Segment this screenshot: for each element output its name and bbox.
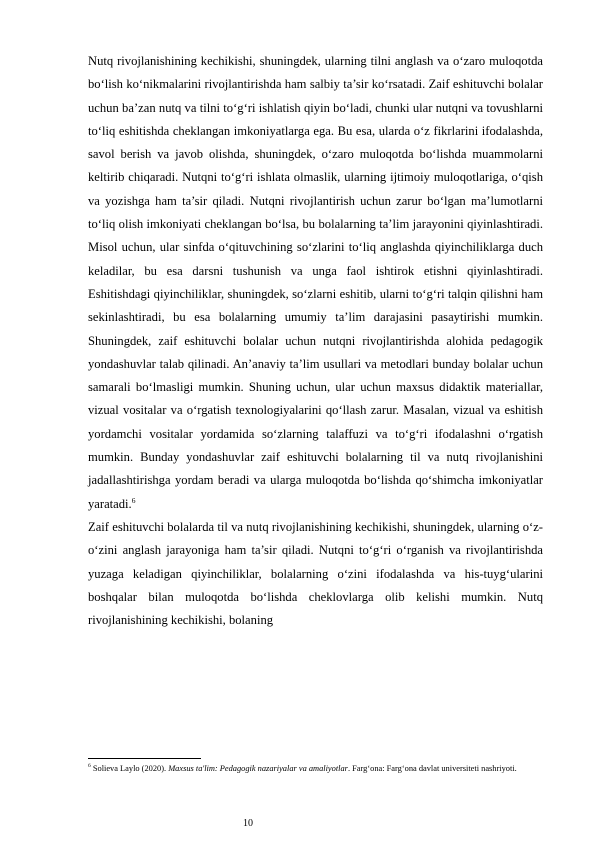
footnote: [88, 760, 543, 778]
paragraph-1-text: Nutq rivojlanishining kechikishi, shuningdek, ularning tilni anglash va o‘zaro muloqotda bo‘lish ko‘nikmalarini rivojlantirishda ham salbiy ta’sir ko‘rsatadi. Zaif eshituvchi bolalar uchun ba’zan nutq va tilni to‘g‘ri ishlatish qiyin bo‘ladi, chunki ular nutqni va tovushlarni to‘liq eshitishda cheklangan imkoniyatlarga ega. Bu esa, ularda o‘z fikrlarini ifodalashda, savol berish va javob olishda, shuningdek, o‘zaro muloqotda bo‘lishda muammolarni keltirib chiqaradi. Nutqni to‘g‘ri ishlata olmaslik, ularning ijtimoiy muloqotlariga, o‘qish va yozishga ham ta’sir qiladi. Nutqni rivojlantirish uchun zarur bo‘lgan ma’lumotlarni to‘liq olish imkoniyati cheklangan bo‘lsa, bu bolalarning ta’lim jarayonini qiyinlashtiradi. Misol uchun, ular sinfda o‘qituvchining so‘zlarini to‘liq anglashda qiyinchiliklarga duch keladilar, bu esa darsni tushunish va unga faol ishtirok etishni qiyinlashtiradi. Eshitishdagi qiyinchiliklar, shuningdek, so‘zlarni eshitib, ularni to‘g‘ri talqin qilishni ham sekinlashtiradi, bu esa bolalarning umumiy ta’lim darajasini pasaytirishi mumkin. Shuningdek, zaif eshituvchi bolalar uchun nutqni rivojlantirishda alohida pedagogik yondashuvlar talab qilinadi. An’anaviy ta’lim usullari va metodlari bunday bolalar uchun samarali bo‘lmasligi mumkin. Shuning uchun, ular uchun maxsus didaktik materiallar, vizual vositalar va o‘rgatish texnologiyalarini qo‘llash zarur. Masalan, vizual va eshitish yordamchi vositalar yordamida so‘zlarning talaffuzi va to‘g‘ri ifodalashni o‘rgatish mumkin. Bunday yondashuvlar zaif eshituvchi bolalarning til va nutq rivojlanishini jadallashtirishga yordam beradi va ularga muloqotda bo‘lishda qo‘shimcha imkoniyatlar yaratadi.: [88, 54, 543, 511]
paragraph-2-text: Zaif eshituvchi bolalarda til va nutq rivojlanishining kechikishi, shuningdek, ularning o‘z-o‘zini anglash jarayoniga ham ta’sir qiladi. Nutqni to‘g‘ri o‘rganish va rivojlantirishda yuzaga keladigan qiyinchiliklar, bolalarning o‘zini ifodalashda va his-tuyg‘ularini boshqalar bilan muloqotda bo‘lishda cheklovlarga olib kelishi mumkin. Nutq rivojlanishining kechikishi, bolaning: [88, 519, 543, 628]
page-number: 10: [243, 818, 253, 829]
footnote-separator: [88, 758, 201, 759]
footnote-title: Maxsus ta'lim: Pedagogik nazariyalar va amaliyotlar: [168, 764, 348, 773]
footnote-publisher: . Farg‘ona: Farg‘ona davlat universiteti nashriyoti.: [347, 764, 517, 773]
footnote-number: 6: [88, 763, 91, 770]
paragraph-2: [88, 516, 543, 632]
paragraph-1: [88, 50, 543, 516]
footnote-author: Solieva Laylo (2020).: [90, 764, 169, 773]
body-text: [88, 50, 543, 632]
footnote-reference[interactable]: 6: [131, 495, 136, 505]
